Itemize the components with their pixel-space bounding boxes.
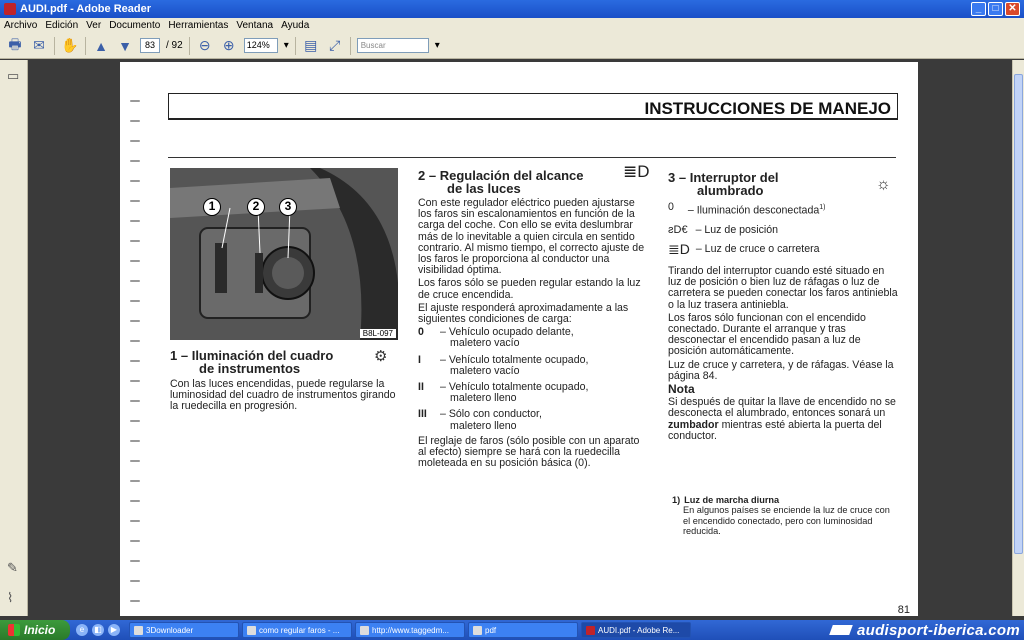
desktop-icon[interactable]: ◧	[92, 624, 104, 636]
col1-text: Con las luces encendidas, puede regularse la luminosidad del cuadro de instrumentos girando la ruedecilla en progresión.	[170, 378, 396, 413]
footnote-text: En algunos países se enciende la luz de cruce con el encendido conectado, pero con luminosidad reducida.	[683, 505, 890, 537]
footnote-title: Luz de marcha diurna	[684, 495, 780, 505]
taskbar-item[interactable]: como regular faros - ...	[242, 622, 352, 638]
browser-icon[interactable]: e	[76, 624, 88, 636]
close-button[interactable]: ✕	[1005, 2, 1020, 16]
adobe-reader-icon	[4, 3, 16, 15]
search-input[interactable]: Buscar	[357, 38, 429, 53]
col3-heading	[668, 171, 779, 197]
toolbar	[0, 33, 1024, 59]
col2-body	[418, 198, 650, 471]
zoom-select[interactable]: 124%	[244, 38, 278, 53]
zoom-out-icon[interactable]: ⊖	[198, 37, 211, 53]
binding-ring	[130, 420, 140, 422]
app-icon	[247, 626, 256, 635]
binding-ring	[130, 320, 140, 322]
low-beam-icon: ≣D	[668, 240, 690, 257]
taskbar-item[interactable]: http://www.taggedm...	[355, 622, 465, 638]
media-icon[interactable]: ▶	[108, 624, 120, 636]
navigation-panel	[0, 60, 28, 616]
adobe-reader-icon	[586, 626, 595, 635]
hand-tool-icon[interactable]: ✋	[61, 37, 79, 53]
menu-edicion[interactable]: Edición	[45, 20, 79, 31]
zoom-in-icon[interactable]: ⊕	[222, 37, 235, 53]
menu-ver[interactable]: Ver	[86, 20, 102, 31]
taskbar	[0, 620, 1024, 640]
binding-ring	[130, 200, 140, 202]
taskbar-item-active[interactable]: AUDI.pdf - Adobe Re...	[581, 622, 691, 638]
photo-label: B8L-097	[360, 329, 396, 338]
binding-ring	[130, 580, 140, 582]
menu-ayuda[interactable]: Ayuda	[281, 20, 310, 31]
header-rule	[168, 157, 896, 158]
app-icon	[360, 626, 369, 635]
headlight-range-icon: ≣D	[623, 162, 650, 181]
taskbar-item[interactable]: pdf	[468, 622, 578, 638]
start-button[interactable]: Inicio	[0, 620, 70, 640]
col3-number: 3 –	[668, 170, 687, 185]
menu-archivo[interactable]: Archivo	[4, 20, 38, 31]
quick-launch	[70, 624, 126, 636]
binding-ring	[130, 400, 140, 402]
col3-title-line1: Interruptor del	[689, 170, 779, 185]
col2-paragraph: Con este regulador eléctrico pueden ajustarse los faros sin escalonamientos en función de la carga del coche. Con ello se evita deslumbrar más de lo inevitable a quien circula en sentido contrario. Al mismo tiempo, el correcto ajuste de los faros le proporciona al conductor una visibilidad óptima.	[418, 197, 645, 277]
col1-title-line2: de instrumentos	[199, 361, 301, 376]
binding-ring	[130, 520, 140, 522]
app-icon	[134, 626, 143, 635]
binding-ring	[130, 500, 140, 502]
chevron-down-icon[interactable]: ▾	[434, 40, 440, 51]
toolbar-separator	[295, 37, 296, 55]
load-condition-item: I – Vehículo totalmente ocupado, maletero vacío	[418, 353, 589, 377]
callout-3: 3	[279, 198, 297, 216]
window-title: AUDI.pdf - Adobe Reader	[20, 3, 151, 15]
binding-ring	[130, 540, 140, 542]
binding-ring	[130, 440, 140, 442]
taskbar-item[interactable]: 3Downloader	[129, 622, 239, 638]
binding-ring	[130, 460, 140, 462]
col3-paragraph: Tirando del interruptor cuando esté situado en luz de posición o bien luz de ráfagas o luz de carretera se pueden conectar los faros antiniebla o la luz trasera antiniebla.	[668, 265, 898, 311]
col2-title-line1: Regulación del alcance	[439, 168, 584, 183]
watermark: audisport-iberica.com	[831, 620, 1020, 640]
title-bar	[0, 0, 1024, 18]
email-icon[interactable]: ✉	[33, 37, 45, 53]
note-title: Nota	[668, 382, 695, 397]
footnote	[672, 495, 897, 537]
next-page-icon[interactable]: ▼	[118, 37, 132, 54]
watermark-logo	[829, 625, 853, 635]
light-switch-icon: ☼	[876, 176, 891, 193]
col3-paragraph: Los faros sólo funcionan con el encendido conectado. Durante el arranque y tras desconectar el encendido pasan a luz de posición automáticamente.	[668, 311, 866, 358]
previous-page-icon[interactable]: ▲	[94, 37, 108, 54]
binding-ring	[130, 240, 140, 242]
fit-width-icon[interactable]: ⤢	[329, 37, 341, 53]
dashboard-photo	[170, 168, 398, 340]
col1-title-line1: Iluminación del cuadro	[191, 348, 334, 363]
col2-paragraph: Los faros sólo se pueden regular estando la luz de cruce encendida.	[418, 277, 641, 301]
fit-page-icon[interactable]: ▤	[304, 37, 318, 53]
maximize-button[interactable]: □	[988, 2, 1003, 16]
page-number: 81	[897, 604, 910, 616]
binding-ring	[130, 380, 140, 382]
binding-ring	[130, 220, 140, 222]
callout-2: 2	[247, 198, 265, 216]
menu-ventana[interactable]: Ventana	[236, 20, 274, 31]
col3-body	[668, 266, 898, 444]
dashboard-illustration	[170, 168, 398, 340]
minimize-button[interactable]: _	[971, 2, 986, 16]
comments-icon[interactable]: ✎	[7, 560, 18, 575]
callout-1: 1	[203, 198, 221, 216]
menu-bar	[0, 18, 1024, 33]
binding-ring	[130, 260, 140, 262]
vertical-scrollbar[interactable]	[1012, 60, 1024, 616]
menu-herramientas[interactable]: Herramientas	[168, 20, 229, 31]
binding-ring	[130, 120, 140, 122]
menu-documento[interactable]: Documento	[109, 20, 161, 31]
page-header	[168, 93, 898, 120]
page-header-title: INSTRUCCIONES DE MANEJO	[644, 99, 891, 118]
switch-option-off: 0 – Iluminación desconectada$^{1)}$	[668, 201, 826, 217]
page-number-input[interactable]: 83	[140, 38, 160, 53]
col3-title-line2: alumbrado	[697, 183, 764, 198]
pdf-page	[120, 62, 918, 616]
load-condition-item: III – Sólo con conductor, maletero lleno	[418, 408, 542, 432]
col1-number: 1 –	[170, 348, 189, 363]
note-text: Si después de quitar la llave de encendido no se desconecta el alumbrado, entonces sonará un zumbador mientras esté abierta la puerta del conductor.	[668, 396, 896, 442]
load-condition-item: 0 – Vehículo ocupado delante, maletero vacío	[418, 326, 574, 350]
pages-icon[interactable]: ▭	[7, 68, 20, 83]
binding-ring	[130, 560, 140, 562]
footnote-number: 1)	[672, 495, 681, 505]
col3-paragraph: Luz de cruce y carretera, y de ráfagas. Véase la página 84.	[668, 358, 894, 382]
dimmer-icon: ⚙	[374, 348, 388, 365]
binding-ring	[130, 300, 140, 302]
binding-ring	[130, 180, 140, 182]
windows-logo-icon	[8, 624, 20, 636]
chevron-down-icon[interactable]: ▾	[283, 40, 289, 51]
parking-light-icon: ƨD€	[668, 223, 688, 236]
col1-heading	[170, 349, 333, 375]
binding-ring	[130, 100, 140, 102]
load-condition-item: II – Vehículo totalmente ocupado, maletero lleno	[418, 381, 589, 405]
col3-options	[668, 202, 898, 255]
binding-ring	[130, 340, 140, 342]
switch-option-headlights: ≣D – Luz de cruce o carretera	[668, 240, 820, 257]
attachment-icon[interactable]: ⌇	[7, 590, 14, 605]
page-total: / 92	[166, 40, 183, 51]
col2-paragraph: El ajuste responderá aproximadamente a las siguientes condiciones de carga:	[418, 301, 629, 326]
toolbar-separator	[189, 37, 190, 55]
col2-number: 2 –	[418, 168, 437, 183]
binding-ring	[130, 280, 140, 282]
binding-ring	[130, 600, 140, 602]
binding-ring	[130, 480, 140, 482]
toolbar-separator	[85, 37, 86, 55]
binding-ring	[130, 360, 140, 362]
toolbar-separator	[54, 37, 55, 55]
toolbar-separator	[350, 37, 351, 55]
binding-ring	[130, 140, 140, 142]
col2-title-line2: de las luces	[447, 181, 521, 196]
print-icon[interactable]: 🖶	[8, 35, 22, 52]
folder-icon	[473, 626, 482, 635]
scrollbar-thumb[interactable]	[1014, 74, 1023, 554]
binding-ring	[130, 160, 140, 162]
switch-option-position: ƨD€ – Luz de posición	[668, 223, 779, 236]
col2-paragraph: El reglaje de faros (sólo posible con un aparato al efecto) siempre se hará con la ruedecilla moleteada en su posición básica (0).	[418, 434, 640, 470]
col2-heading	[418, 169, 583, 195]
